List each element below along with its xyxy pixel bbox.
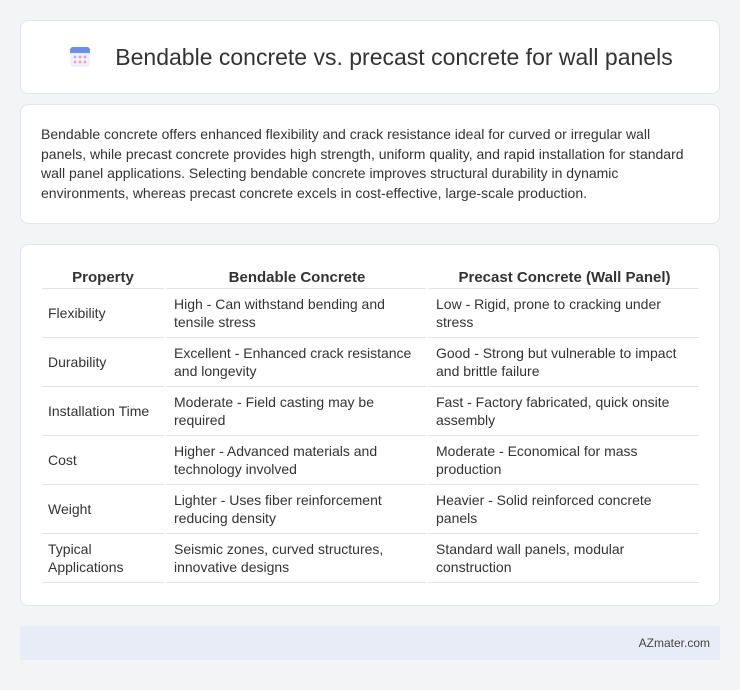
- page-title: Bendable concrete vs. precast concrete for wall panels: [115, 43, 673, 70]
- cell-property: Cost: [42, 436, 164, 485]
- table-row: [42, 436, 699, 485]
- cell-precast: Heavier - Solid reinforced concrete panels: [426, 485, 699, 534]
- table-row: [42, 338, 699, 387]
- cell-property: Typical Applications: [42, 534, 164, 583]
- cell-bendable: Moderate - Field casting may be required: [164, 387, 426, 436]
- header-bendable: Bendable Concrete: [164, 265, 426, 289]
- cell-bendable: Excellent - Enhanced crack resistance and longevity: [164, 338, 426, 387]
- intro-text: Bendable concrete offers enhanced flexibility and crack resistance ideal for curved or irregular wall panels, while precast concrete provides high strength, uniform quality, and rapid installation for standard wall panel applications. Selecting bendable concrete improves structural durability in dynamic environments, whereas precast concrete excels in cost-effective, large-scale production.: [41, 126, 684, 201]
- comparison-table-card: [20, 244, 720, 606]
- header-property: Property: [42, 265, 164, 289]
- cell-property: Durability: [42, 338, 164, 387]
- cell-property: Weight: [42, 485, 164, 534]
- footer-brand: AZmater.com: [638, 636, 710, 650]
- title-card: [20, 20, 720, 94]
- comparison-table: [42, 265, 699, 583]
- cell-precast: Low - Rigid, prone to cracking under stress: [426, 289, 699, 338]
- table-header-row: [42, 265, 699, 289]
- footer: [20, 626, 720, 660]
- table-row: [42, 534, 699, 583]
- cell-precast: Standard wall panels, modular construction: [426, 534, 699, 583]
- cell-precast: Moderate - Economical for mass production: [426, 436, 699, 485]
- cell-bendable: Higher - Advanced materials and technology involved: [164, 436, 426, 485]
- header-precast: Precast Concrete (Wall Panel): [426, 265, 699, 289]
- table-row: [42, 485, 699, 534]
- calendar-icon: [67, 44, 93, 70]
- cell-bendable: High - Can withstand bending and tensile stress: [164, 289, 426, 338]
- table-row: [42, 289, 699, 338]
- cell-property: Installation Time: [42, 387, 164, 436]
- intro-card: [20, 104, 720, 224]
- cell-bendable: Seismic zones, curved structures, innovative designs: [164, 534, 426, 583]
- cell-precast: Fast - Factory fabricated, quick onsite assembly: [426, 387, 699, 436]
- cell-property: Flexibility: [42, 289, 164, 338]
- cell-bendable: Lighter - Uses fiber reinforcement reducing density: [164, 485, 426, 534]
- table-row: [42, 387, 699, 436]
- cell-precast: Good - Strong but vulnerable to impact and brittle failure: [426, 338, 699, 387]
